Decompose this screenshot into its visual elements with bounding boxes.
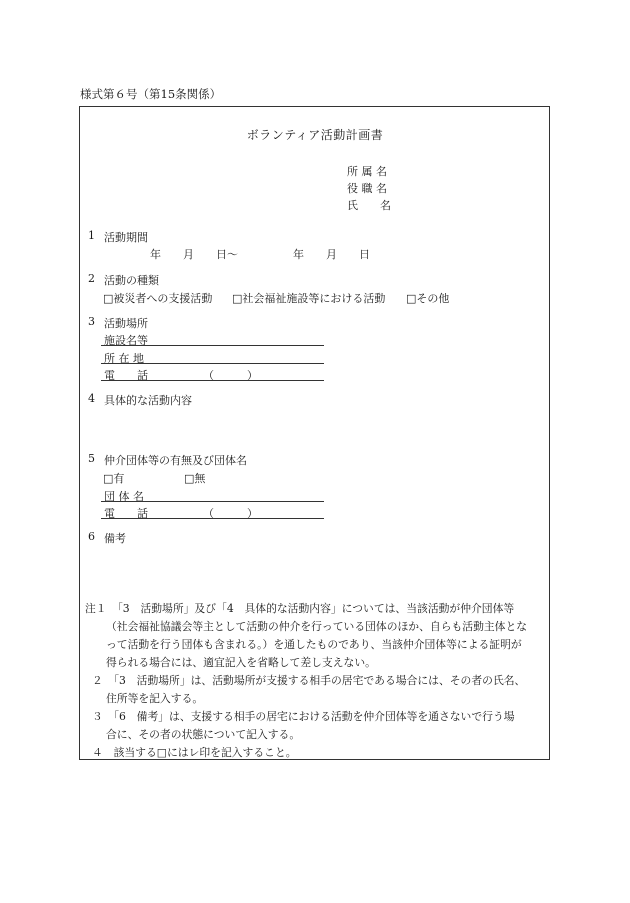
phone-label: 電 話 xyxy=(104,369,148,382)
option-disaster-support: □被災者への支援活動 xyxy=(103,292,213,305)
facility-name-label: 施設名等 xyxy=(104,334,148,347)
note-2-line-1: ２ 「3 活動場所」は、活動場所が支援する相手の居宅である場合には、その者の氏名、 xyxy=(92,674,526,687)
note-3-line-1: ３ 「6 備考」は、支援する相手の居宅における活動を仲介団体等を通さないで行う場 xyxy=(92,710,515,723)
note-1-line-2: （社会福祉協議会等主として活動の仲介を行っている団体のほか、自らも活動主体とな xyxy=(106,620,528,633)
option-other: □その他 xyxy=(406,292,450,305)
note-3-line-2: 合に、その者の状態について記入する。 xyxy=(106,728,301,741)
section-6-title: 備考 xyxy=(104,532,126,545)
section-4-title: 具体的な活動内容 xyxy=(104,394,192,407)
section-4-number: 4 xyxy=(88,392,95,405)
phone-line xyxy=(101,380,324,381)
note-1-line-4: 得られる場合には、適宜記入を省略して差し支えない。 xyxy=(106,656,376,669)
option-has-intermediary: □有 xyxy=(103,472,125,485)
section-3-title: 活動場所 xyxy=(104,317,148,330)
position-label: 役 職 名 xyxy=(347,182,387,195)
facility-name-line xyxy=(101,345,324,346)
section-2-number: 2 xyxy=(88,272,95,285)
option-welfare-facility: □社会福祉施設等における活動 xyxy=(232,292,386,305)
section-5-title: 仲介団体等の有無及び団体名 xyxy=(104,454,247,467)
organization-name-line xyxy=(101,501,324,502)
address-label: 所 在 地 xyxy=(104,352,144,365)
section-5-number: 5 xyxy=(88,452,95,465)
section-3-number: 3 xyxy=(88,315,95,328)
document-title: ボランティア活動計画書 xyxy=(246,128,384,142)
section-1-title: 活動期間 xyxy=(104,231,148,244)
note-4-line-1: ４ 該当する□にはレ印を記入すること。 xyxy=(92,746,297,759)
org-phone-label: 電 話 xyxy=(104,507,148,520)
note-1-line-3: って活動を行う団体も含まれる。）を通したものであり、当該仲介団体等による証明が xyxy=(106,638,522,651)
note-1-line-1: 注１ 「3 活動場所」及び「4 具体的な活動内容」については、当該活動が仲介団体等 xyxy=(85,602,515,615)
form-number-label: 様式第６号（第15条関係） xyxy=(80,87,222,101)
org-phone-line xyxy=(101,518,324,519)
option-no-intermediary: □無 xyxy=(184,472,206,485)
name-label: 氏 名 xyxy=(347,199,391,212)
organization-name-label: 団 体 名 xyxy=(104,490,144,503)
section-2-title: 活動の種類 xyxy=(104,274,159,287)
note-2-line-2: 住所等を記入する。 xyxy=(106,692,204,705)
section-6-number: 6 xyxy=(88,530,95,543)
activity-period-dates: 年 月 日〜 年 月 日 xyxy=(150,248,370,261)
affiliation-label: 所 属 名 xyxy=(347,165,387,178)
address-line xyxy=(101,363,324,364)
section-1-number: 1 xyxy=(88,229,95,242)
phone-area-code: （ ） xyxy=(203,369,258,382)
org-phone-area-code: （ ） xyxy=(203,507,258,520)
